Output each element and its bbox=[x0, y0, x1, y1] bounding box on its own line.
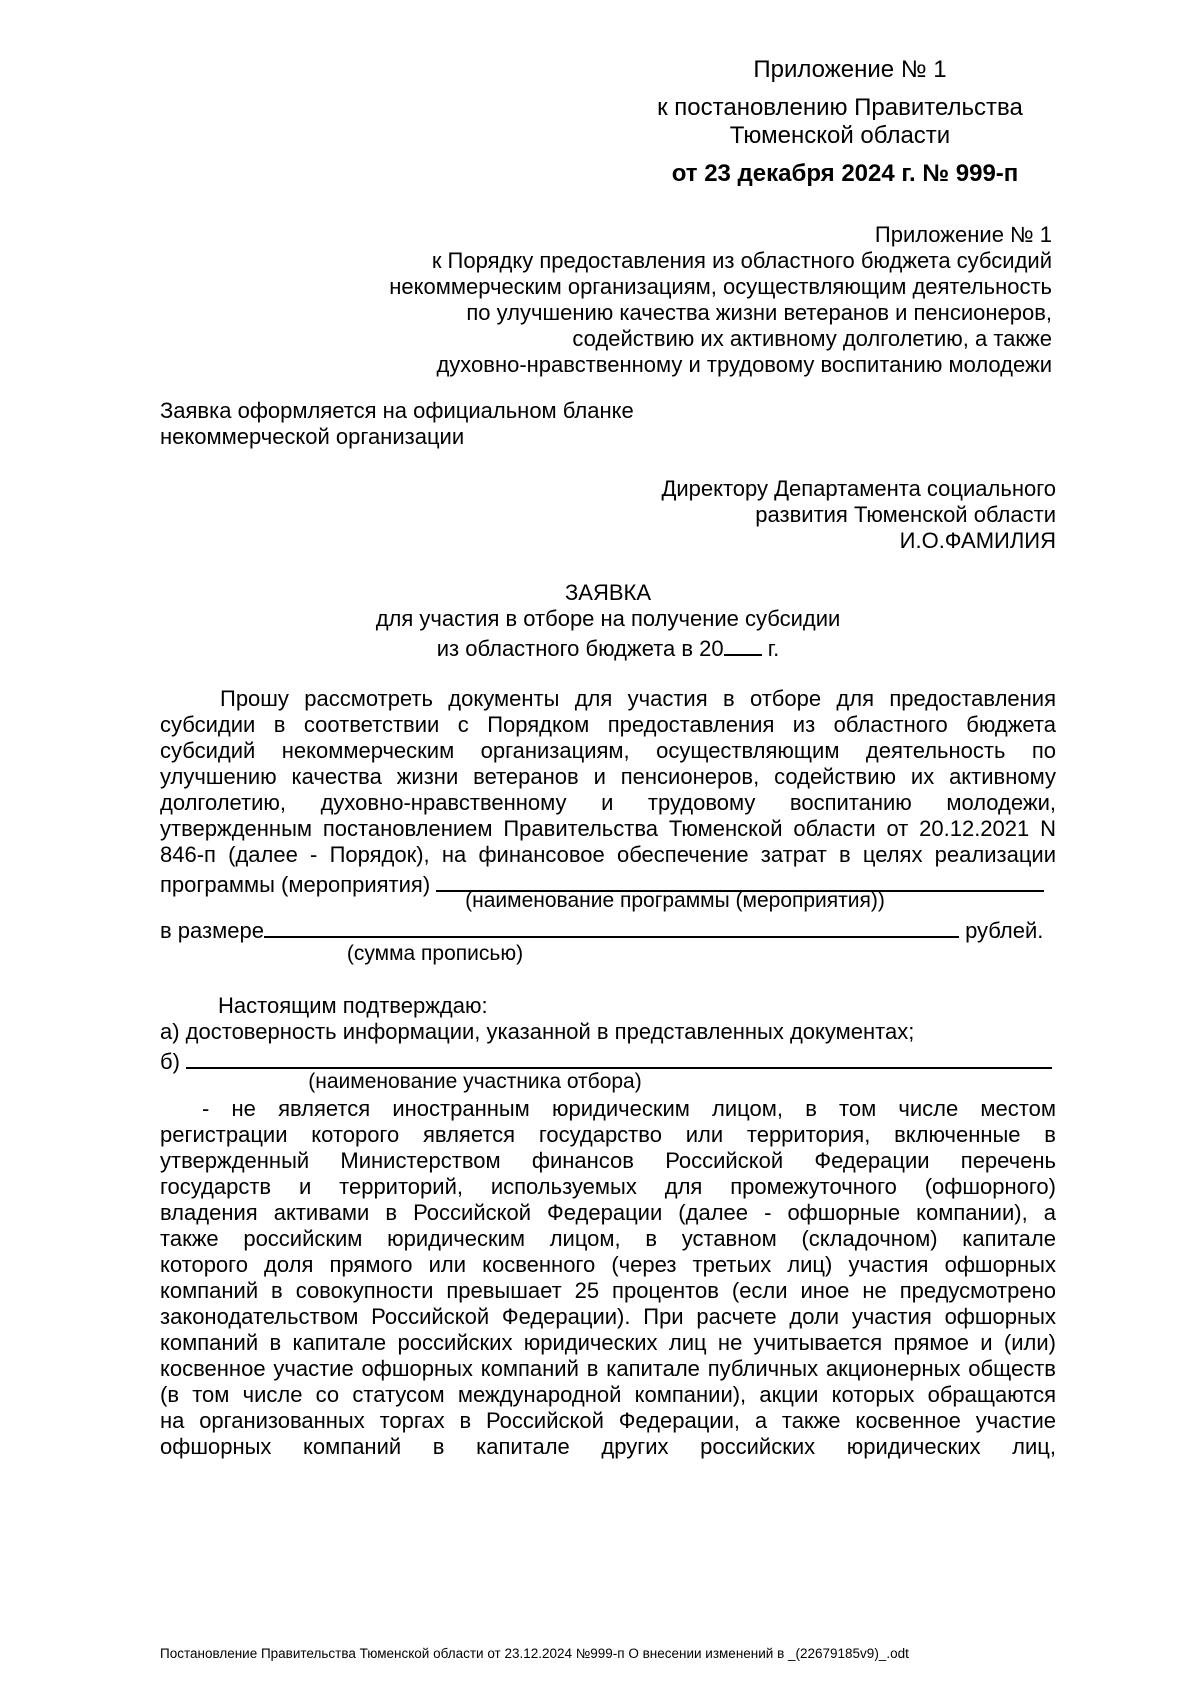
program-caption bbox=[440, 888, 910, 914]
amount-label: в размере bbox=[160, 918, 264, 943]
addressee-line-2: развития Тюменской области bbox=[755, 502, 1056, 527]
offshore-line-8: компаний в совокупности превышает 25 процентов (если иное не предусмотрено bbox=[160, 1278, 1056, 1303]
confirmation-item-b-label: б) bbox=[160, 1049, 187, 1074]
appendix-title-text: Приложение № 1 bbox=[753, 56, 947, 83]
application-subtitle-1: для участия в отборе на получение субсидии bbox=[375, 606, 841, 631]
program-caption-text: (наименование программы (мероприятия)) bbox=[465, 889, 885, 912]
procedure-appendix-line-3: по улучшению качества жизни ветеранов и пенсионеров, bbox=[466, 300, 1052, 325]
offshore-line-6: также российским юридическим лицом, в уставном (складочном) капитале bbox=[160, 1226, 1056, 1251]
offshore-line-10: компаний в капитале российских юридических лиц не учитывается прямое и (или) bbox=[160, 1330, 1056, 1355]
offshore-line-2: регистрации которого является государство или территория, включенные в bbox=[160, 1122, 1056, 1147]
application-title: ЗАЯВКА bbox=[564, 580, 651, 605]
confirmation-intro: Настоящим подтверждаю: bbox=[218, 993, 488, 1018]
letterhead-note-line-2: некоммерческой организации bbox=[160, 424, 465, 449]
participant-caption bbox=[290, 1069, 660, 1095]
amount-caption bbox=[330, 941, 540, 967]
letterhead-note-line-1: Заявка оформляется на официальном бланке bbox=[160, 398, 634, 423]
letterhead-note bbox=[160, 398, 760, 450]
request-line-4: улучшению качества жизни ветеранов и пенсионеров, содействию их активному bbox=[160, 764, 1056, 789]
offshore-line-1: - не является иностранным юридическим лицом, в том числе местом bbox=[202, 1096, 1056, 1121]
request-paragraph bbox=[160, 686, 1056, 898]
offshore-line-7: которого доля прямого или косвенного (через третьих лиц) участия офшорных bbox=[160, 1252, 1056, 1277]
document-footer bbox=[160, 1646, 1060, 1662]
decree-reference-line-2: Тюменской области bbox=[729, 122, 951, 149]
amount-suffix: рублей. bbox=[958, 918, 1044, 943]
offshore-line-12: (в том числе со статусом международной компании), акции которых обращаются bbox=[160, 1382, 1056, 1407]
confirmation-item-a: а) достоверность информации, указанной в представленных документах; bbox=[160, 1019, 915, 1044]
decree-date-text: от 23 декабря 2024 г. № 999-п bbox=[671, 160, 1019, 187]
decree-reference-line-1: к постановлению Правительства bbox=[657, 94, 1023, 121]
procedure-appendix-title: Приложение № 1 bbox=[874, 222, 1052, 247]
application-year-prefix: из областного бюджета в 20 bbox=[436, 636, 724, 661]
participant-caption-text: (наименование участника отбора) bbox=[308, 1070, 642, 1093]
offshore-line-13: на организованных торгах в Российской Федерации, а также косвенное участие bbox=[160, 1408, 1056, 1433]
request-line-1: Прошу рассмотреть документы для участия в отборе для предоставления bbox=[220, 686, 1056, 711]
decree-reference bbox=[630, 94, 1050, 150]
amount-caption-text: (сумма прописью) bbox=[346, 942, 524, 965]
amount-blank bbox=[264, 914, 959, 938]
request-line-5: долголетию, духовно-нравственному и трудовому воспитанию молодежи, bbox=[160, 790, 1056, 815]
offshore-paragraph bbox=[160, 1096, 1056, 1460]
request-line-7: 846-п (далее - Порядок), на финансовое обеспечение затрат в целях реализации bbox=[160, 842, 1056, 867]
offshore-line-5: владения активами в Российской Федерации (далее - офшорные компании), а bbox=[160, 1200, 1056, 1225]
request-line-2: субсидии в соответствии с Порядком предоставления из областного бюджета bbox=[160, 712, 1056, 737]
decree-date-line bbox=[630, 160, 1060, 188]
offshore-line-3: утвержденный Министерством финансов Российской Федерации перечень bbox=[160, 1148, 1056, 1173]
offshore-line-11: косвенное участие офшорных компаний в капитале публичных акционерных обществ bbox=[160, 1356, 1056, 1381]
request-line-3: субсидий некоммерческим организациям, осуществляющим деятельность по bbox=[160, 738, 1056, 763]
procedure-appendix-line-1: к Порядку предоставления из областного бюджета субсидий bbox=[431, 248, 1052, 273]
application-year-suffix: г. bbox=[761, 636, 780, 661]
offshore-line-9: законодательством Российской Федерации). При расчете доли участия офшорных bbox=[160, 1304, 1056, 1329]
procedure-appendix-line-4: содействию их активному долголетию, а также bbox=[572, 326, 1052, 351]
addressee-line-1: Директору Департамента социального bbox=[661, 476, 1056, 501]
application-heading bbox=[160, 580, 1056, 662]
offshore-line-14: офшорных компаний в капитале других российских юридических лиц, bbox=[160, 1434, 1056, 1459]
amount-line bbox=[160, 914, 1056, 944]
participant-name-blank bbox=[186, 1045, 1052, 1069]
application-year-blank bbox=[724, 632, 762, 656]
procedure-appendix-line-5: духовно-нравственному и трудовому воспитанию молодежи bbox=[436, 352, 1052, 377]
application-subtitle-2 bbox=[160, 632, 1056, 662]
request-line-6: утвержденным постановлением Правительства Тюменской области от 20.12.2021 N bbox=[160, 816, 1056, 841]
program-label: программы (мероприятия) bbox=[160, 872, 437, 897]
addressee-line-3: И.О.ФАМИЛИЯ bbox=[899, 528, 1056, 553]
procedure-appendix-line-2: некоммерческим организациям, осуществляющим деятельность bbox=[389, 274, 1052, 299]
procedure-appendix bbox=[380, 222, 1052, 378]
document-footer-text: Постановление Правительства Тюменской области от 23.12.2024 №999-п О внесении изменений в _(22679185v9)_.odt bbox=[160, 1646, 909, 1661]
addressee-block bbox=[560, 476, 1056, 554]
offshore-line-4: государств и территорий, используемых для промежуточного (офшорного) bbox=[160, 1174, 1056, 1199]
appendix-title bbox=[690, 56, 1010, 84]
confirmation-block bbox=[160, 993, 1056, 1075]
